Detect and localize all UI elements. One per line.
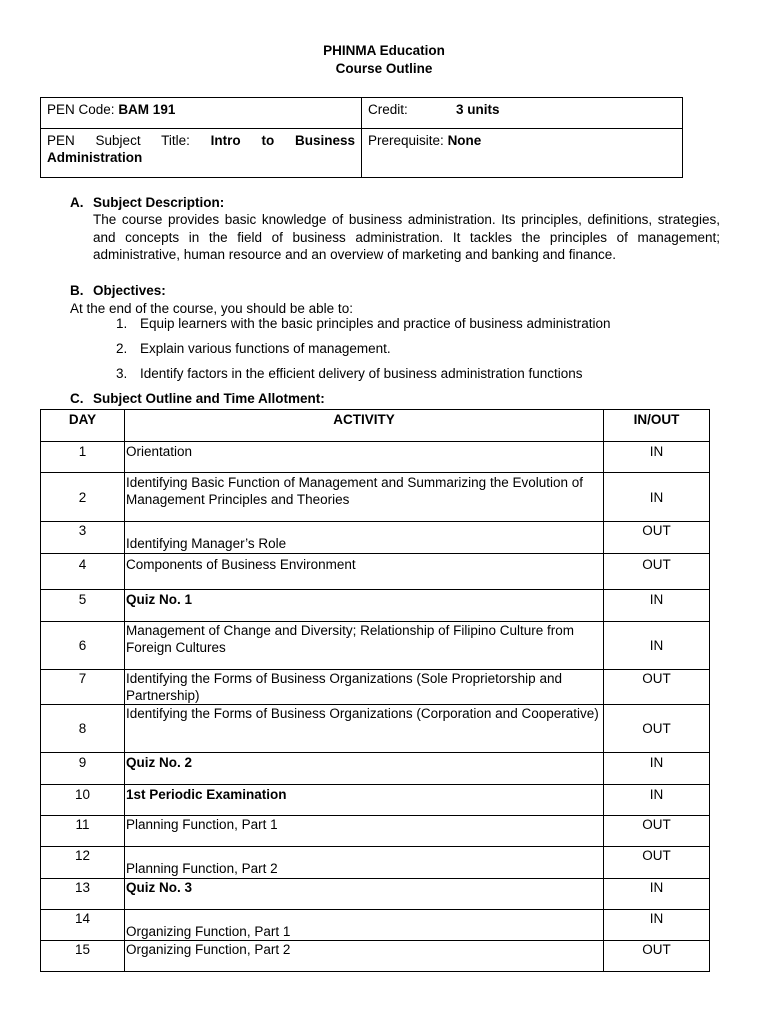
day-cell: 3 bbox=[41, 522, 125, 554]
section-c-letter: C. bbox=[70, 391, 84, 406]
section-b-letter: B. bbox=[70, 283, 84, 298]
objective-number: 3. bbox=[116, 366, 128, 381]
subject-title-label: PEN Subject Title: bbox=[47, 133, 190, 148]
schedule-header-row bbox=[41, 410, 710, 442]
document-title: Course Outline bbox=[335, 61, 433, 76]
table-row bbox=[41, 879, 710, 910]
objective-item bbox=[116, 366, 582, 381]
table-row bbox=[41, 705, 710, 753]
in-out-cell: OUT bbox=[604, 554, 710, 590]
day-cell: 5 bbox=[41, 590, 125, 622]
activity-cell: Identifying Basic Function of Management and Summarizing the Evolution of Management Principles and Theories bbox=[125, 473, 604, 522]
activity-cell: Identifying the Forms of Business Organizations (Corporation and Cooperative) bbox=[125, 705, 604, 753]
in-out-cell: IN bbox=[604, 590, 710, 622]
table-row bbox=[41, 910, 710, 941]
day-cell: 12 bbox=[41, 847, 125, 879]
in-out-cell: IN bbox=[604, 622, 710, 670]
table-row bbox=[41, 473, 710, 522]
prerequisite-label: Prerequisite: bbox=[368, 133, 444, 148]
objective-number: 1. bbox=[116, 316, 128, 331]
day-cell: 7 bbox=[41, 670, 125, 705]
table-row bbox=[41, 816, 710, 847]
in-out-cell: OUT bbox=[604, 522, 710, 554]
section-a-letter: A. bbox=[70, 195, 84, 210]
activity-cell: Components of Business Environment bbox=[125, 554, 604, 590]
section-a-heading bbox=[70, 195, 224, 210]
table-row bbox=[41, 941, 710, 972]
activity-cell: Identifying the Forms of Business Organizations (Sole Proprietorship and Partnership) bbox=[125, 670, 604, 705]
table-row bbox=[41, 847, 710, 879]
day-cell: 14 bbox=[41, 910, 125, 941]
day-cell: 4 bbox=[41, 554, 125, 590]
in-out-cell: IN bbox=[604, 785, 710, 816]
activity-cell: 1st Periodic Examination bbox=[125, 785, 604, 816]
objective-item bbox=[116, 341, 391, 356]
day-cell: 2 bbox=[41, 473, 125, 522]
schedule-table bbox=[40, 409, 710, 972]
section-c-title: Subject Outline and Time Allotment: bbox=[93, 391, 325, 406]
org-name: PHINMA Education bbox=[323, 43, 445, 58]
objective-item bbox=[116, 316, 611, 331]
table-row bbox=[41, 522, 710, 554]
activity-cell: Identifying Manager’s Role bbox=[125, 522, 604, 554]
pen-code-cell bbox=[41, 98, 362, 129]
activity-cell: Quiz No. 3 bbox=[125, 879, 604, 910]
in-out-cell: IN bbox=[604, 910, 710, 941]
column-header-day: DAY bbox=[41, 410, 125, 442]
activity-cell: Quiz No. 2 bbox=[125, 753, 604, 785]
pen-code-label: PEN Code: bbox=[47, 102, 115, 117]
activity-cell: Organizing Function, Part 1 bbox=[125, 910, 604, 941]
objectives-intro: At the end of the course, you should be able to: bbox=[70, 301, 353, 316]
column-header-activity: ACTIVITY bbox=[125, 410, 604, 442]
table-row bbox=[41, 622, 710, 670]
day-cell: 13 bbox=[41, 879, 125, 910]
subject-title-cell bbox=[41, 129, 362, 178]
table-row bbox=[41, 785, 710, 816]
activity-cell: Planning Function, Part 1 bbox=[125, 816, 604, 847]
credit-label: Credit: bbox=[368, 102, 408, 117]
activity-cell: Quiz No. 1 bbox=[125, 590, 604, 622]
table-row bbox=[41, 753, 710, 785]
in-out-cell: OUT bbox=[604, 705, 710, 753]
in-out-cell: IN bbox=[604, 442, 710, 473]
day-cell: 6 bbox=[41, 622, 125, 670]
section-b-heading bbox=[70, 283, 166, 298]
day-cell: 10 bbox=[41, 785, 125, 816]
in-out-cell: OUT bbox=[604, 847, 710, 879]
objective-text: Identify factors in the efficient delivery of business administration functions bbox=[140, 366, 583, 381]
day-cell: 11 bbox=[41, 816, 125, 847]
section-a-title: Subject Description: bbox=[93, 195, 225, 210]
activity-cell: Management of Change and Diversity; Relationship of Filipino Culture from Foreign Cultures bbox=[125, 622, 604, 670]
activity-cell: Orientation bbox=[125, 442, 604, 473]
table-row bbox=[41, 590, 710, 622]
subject-title-value: Intro to Business Administration bbox=[47, 133, 355, 165]
column-header-in-out: IN/OUT bbox=[604, 410, 710, 442]
in-out-cell: IN bbox=[604, 879, 710, 910]
in-out-cell: OUT bbox=[604, 941, 710, 972]
prerequisite-value: None bbox=[447, 133, 482, 148]
activity-cell: Planning Function, Part 2 bbox=[125, 847, 604, 879]
objective-number: 2. bbox=[116, 341, 128, 356]
in-out-cell: IN bbox=[604, 753, 710, 785]
table-row bbox=[41, 670, 710, 705]
course-info-table bbox=[40, 97, 683, 178]
in-out-cell: OUT bbox=[604, 670, 710, 705]
objective-text: Explain various functions of management. bbox=[140, 341, 391, 356]
section-c-heading bbox=[70, 391, 325, 406]
objective-text: Equip learners with the basic principles and practice of business administration bbox=[140, 316, 611, 331]
day-cell: 8 bbox=[41, 705, 125, 753]
day-cell: 15 bbox=[41, 941, 125, 972]
pen-code-value: BAM 191 bbox=[118, 102, 176, 117]
table-row bbox=[41, 554, 710, 590]
credit-value: 3 units bbox=[456, 102, 500, 117]
in-out-cell: OUT bbox=[604, 816, 710, 847]
activity-cell: Organizing Function, Part 2 bbox=[125, 941, 604, 972]
table-row bbox=[41, 442, 710, 473]
credit-cell bbox=[362, 98, 683, 129]
in-out-cell: IN bbox=[604, 473, 710, 522]
subject-description: The course provides basic knowledge of business administration. Its principles, definitions, strategies, and concepts in the field of business administration. It tackles the principles of management; administrative, human resource and an overview of marketing and banking and finance. bbox=[93, 212, 720, 262]
day-cell: 1 bbox=[41, 442, 125, 473]
day-cell: 9 bbox=[41, 753, 125, 785]
section-b-title: Objectives: bbox=[93, 283, 166, 298]
prerequisite-cell bbox=[362, 129, 683, 178]
